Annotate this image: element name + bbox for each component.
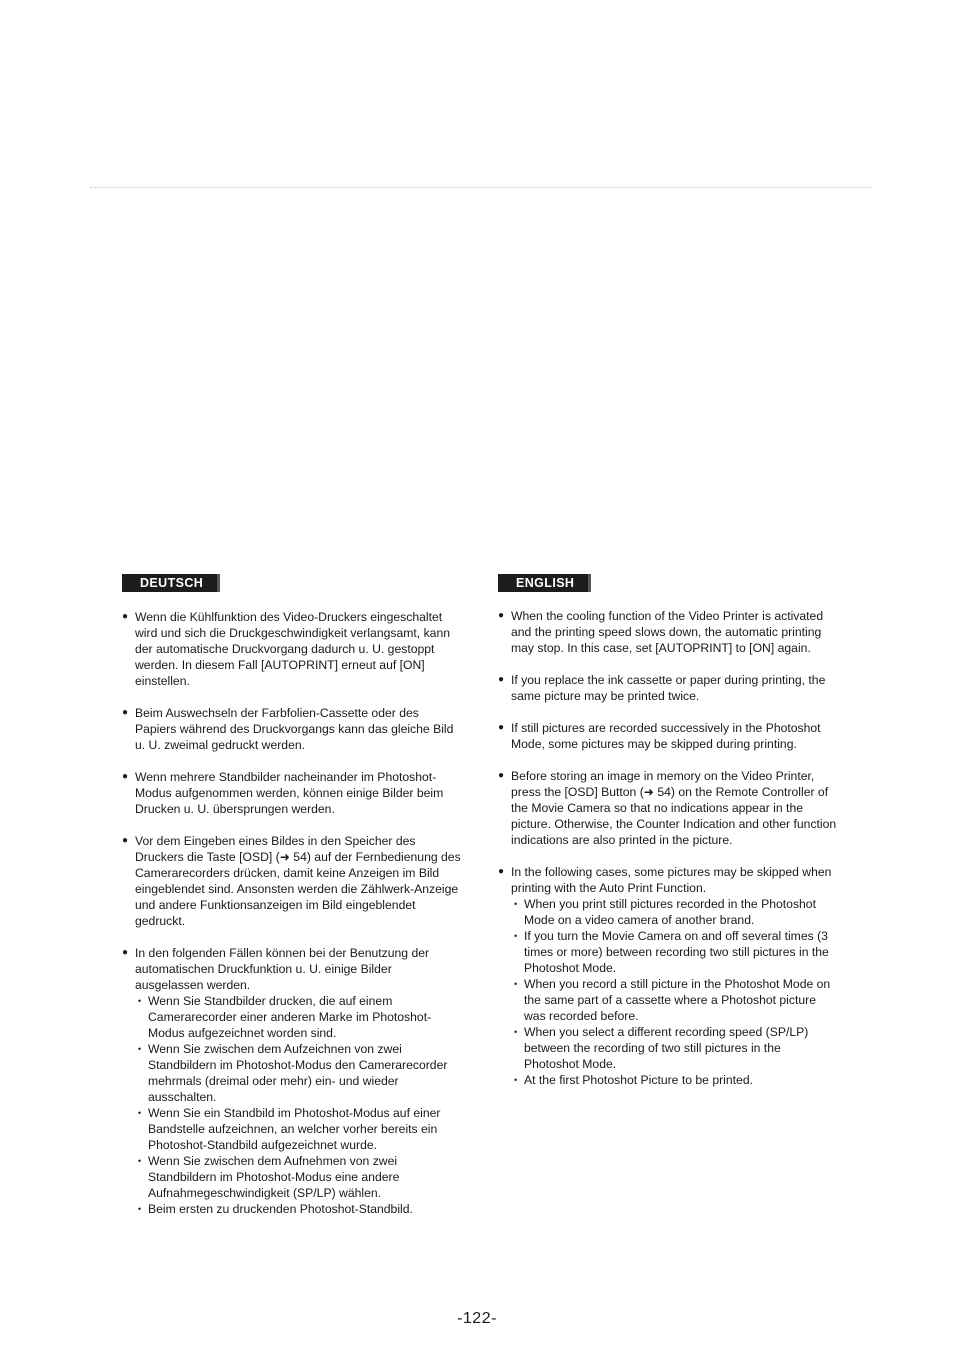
top-dotted-rule (90, 187, 872, 188)
deutsch-column (122, 574, 462, 1233)
deutsch-sub-bullet-3: • Wenn Sie ein Standbild im Photoshot-Modus auf einer Bandstelle aufzeichnen, an welcher vorher bereits ein Photoshot-Standbild aufgezeichnet wurde. (138, 1106, 441, 1152)
sub-bullet-dot-icon: • (514, 899, 518, 909)
bullet-dot-icon: ● (122, 611, 129, 622)
english-column (498, 574, 838, 1104)
sub-bullet-dot-icon: • (138, 1204, 142, 1214)
sub-bullet-dot-icon: • (514, 931, 518, 941)
deutsch-sub-bullet-4: • Wenn Sie zwischen dem Aufnehmen von zwei Standbildern im Photoshot-Modus eine andere Aufnahmegeschwindigkeit (SP/LP) wählen. (138, 1154, 400, 1200)
sub-bullet-dot-icon: • (514, 979, 518, 989)
bullet-dot-icon: ● (498, 770, 505, 781)
english-sub-bullet-2: • If you turn the Movie Camera on and off several times (3 times or more) between recording two still pictures in the Photoshot Mode. (514, 929, 829, 975)
deutsch-bullet-1: ● Wenn die Kühlfunktion des Video-Druckers eingeschaltet wird und sich die Druckgeschwindigkeit verlangsamt, kann der automatische Druckvorgang dadurch u. U. gestoppt werden. In diesem Fall [AUTOPRINT] erneut auf [ON] einstellen. (122, 610, 450, 688)
deutsch-sub-bullet-2: • Wenn Sie zwischen dem Aufzeichnen von zwei Standbildern im Photoshot-Modus den Camerarecorder mehrmals (dreimal oder mehr) ein- und wieder ausschalten. (138, 1042, 448, 1104)
page-number: -122- (457, 1310, 497, 1327)
english-section-tag: ENGLISH (498, 574, 591, 592)
english-sub-bullet-5: • At the first Photoshot Picture to be printed. (514, 1073, 753, 1087)
bullet-dot-icon: ● (498, 674, 505, 685)
bullet-dot-icon: ● (122, 707, 129, 718)
bullet-dot-icon: ● (498, 610, 505, 621)
sub-bullet-dot-icon: • (138, 996, 142, 1006)
english-bullet-1: ● When the cooling function of the Video Printer is activated and the printing speed slows down, the automatic printing may stop. In this case, set [AUTOPRINT] to [ON] again. (498, 609, 824, 655)
deutsch-sub-bullet-5: • Beim ersten zu druckenden Photoshot-Standbild. (138, 1202, 413, 1216)
sub-bullet-dot-icon: • (514, 1027, 518, 1037)
bullet-dot-icon: ● (498, 722, 505, 733)
english-sub-bullet-1: • When you print still pictures recorded in the Photoshot Mode on a video camera of another brand. (514, 897, 816, 927)
sub-bullet-dot-icon: • (138, 1044, 142, 1054)
sub-bullet-dot-icon: • (138, 1108, 142, 1118)
deutsch-bullet-4: ● Vor dem Eingeben eines Bildes in den Speicher des Druckers die Taste [OSD] (➜ 54) auf der Fernbedienung des Camerarecorders drücken, damit keine Anzeigen im Bild eingeblendet sind. Ansonsten werden die Zählwerk-Anzeige und andere Funktionsanzeigen im Bild eingeblendet gedruckt. (122, 834, 461, 928)
english-bullet-2: ● If you replace the ink cassette or paper during printing, the same picture may be printed twice. (498, 673, 826, 703)
english-sub-bullet-3: • When you record a still picture in the Photoshot Mode on the same part of a cassette where a Photoshot picture was recorded before. (514, 977, 831, 1023)
deutsch-bullet-2: ● Beim Auswechseln der Farbfolien-Cassette oder des Papiers während des Druckvorgangs kann das gleiche Bild u. U. zweimal gedruckt werden. (122, 706, 454, 752)
english-bullet-5: ● In the following cases, some pictures may be skipped when printing with the Auto Print Function. • When you print still pictures recorded in the Photoshot Mode on a video camera of another brand. • If you turn the Movie Camera on and off several times (3 times or more) between recording two still pictures in the Photoshot Mode. • When you record a still picture in the Photoshot Mode on the same part of a cassette where a Photoshot picture was recorded before. • When you select a different recording speed (SP/LP) between the recording of two still pictures in the Photoshot Mode. • At the first Photoshot Picture to be printed. (498, 864, 838, 1088)
bullet-dot-icon: ● (498, 866, 505, 877)
english-bullet-4: ● Before storing an image in memory on the Video Printer, press the [OSD] Button (➜ 54) on the Remote Controller of the Movie Camera so that no indications appear in the picture. Otherwise, the Counter Indication and other function indications are also printed in the picture. (498, 769, 837, 847)
deutsch-bullet-5: ● In den folgenden Fällen können bei der Benutzung der automatischen Druckfunktion u. U. einige Bilder ausgelassen werden. • Wenn Sie Standbilder drucken, die auf einem Camerarecorder einer anderen Marke im Photoshot-Modus aufgezeichnet worden sind. • Wenn Sie zwischen dem Aufzeichnen von zwei Standbildern im Photoshot-Modus den Camerarecorder mehrmals (dreimal oder mehr) ein- und wieder ausschalten. • Wenn Sie ein Standbild im Photoshot-Modus auf einer Bandstelle aufzeichnen, an welcher vorher bereits ein Photoshot-Standbild aufgezeichnet wurde. • Wenn Sie zwischen dem Aufnehmen von zwei Standbildern im Photoshot-Modus eine andere Aufnahmegeschwindigkeit (SP/LP) wählen. • Beim ersten zu druckenden Photoshot-Standbild. (122, 945, 462, 1217)
deutsch-sub-bullet-1: • Wenn Sie Standbilder drucken, die auf einem Camerarecorder einer anderen Marke im Photoshot-Modus aufgezeichnet worden sind. (138, 994, 432, 1040)
bullet-dot-icon: ● (122, 835, 129, 846)
english-sub-bullet-4: • When you select a different recording speed (SP/LP) between the recording of two still pictures in the Photoshot Mode. (514, 1025, 809, 1071)
deutsch-bullet-3: ● Wenn mehrere Standbilder nacheinander im Photoshot-Modus aufgenommen werden, können einige Bilder beim Drucken u. U. übersprungen werden. (122, 770, 444, 816)
bullet-dot-icon: ● (122, 771, 129, 782)
deutsch-section-tag: DEUTSCH (122, 574, 220, 592)
bullet-dot-icon: ● (122, 947, 129, 958)
sub-bullet-dot-icon: • (514, 1075, 518, 1085)
sub-bullet-dot-icon: • (138, 1156, 142, 1166)
english-bullet-3: ● If still pictures are recorded successively in the Photoshot Mode, some pictures may be skipped during printing. (498, 721, 821, 751)
